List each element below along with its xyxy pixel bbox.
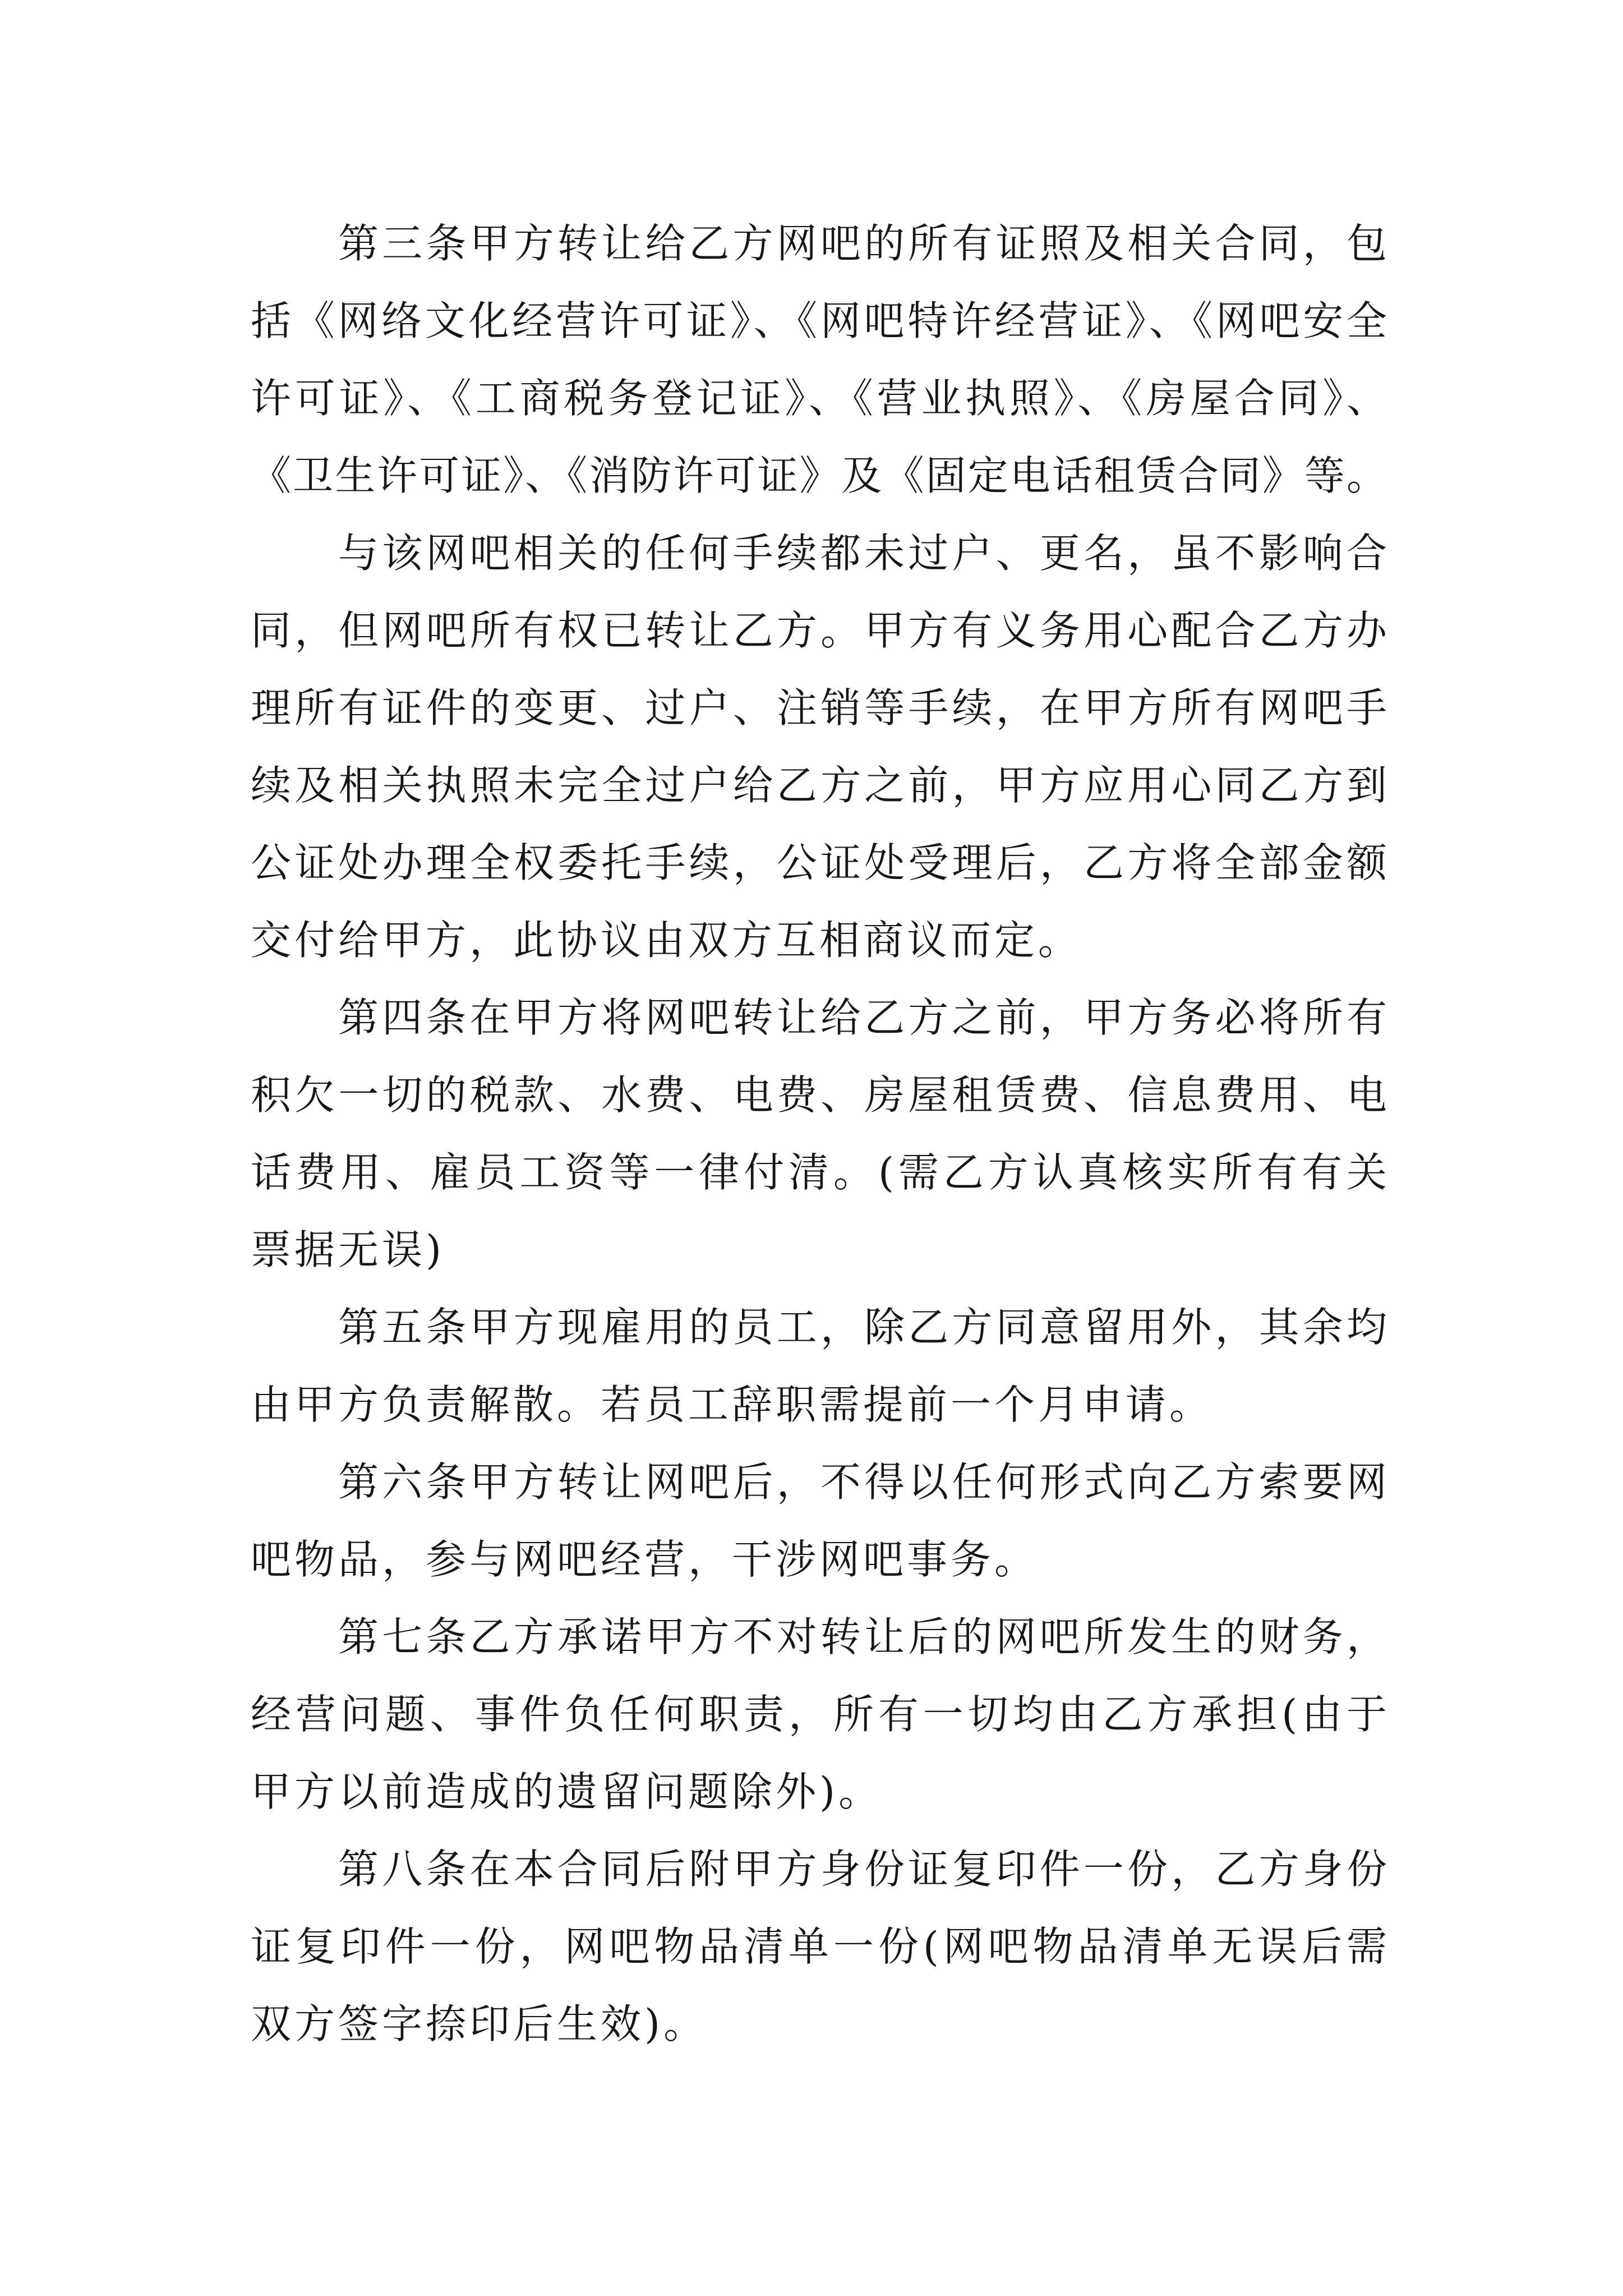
text-line-content: 第七条乙方承诺甲方不对转让后的网吧所发生的财务， bbox=[338, 1613, 1391, 1660]
text-line-content: 续及相关执照未完全过户给乙方之前，甲方应用心同乙方到 bbox=[251, 762, 1391, 809]
text-line bbox=[251, 592, 1391, 669]
text-line bbox=[251, 1056, 1391, 1134]
text-line bbox=[251, 669, 1391, 747]
text-line-content: 括《网络文化经营许可证》、《网吧特许经营证》、《网吧安全 bbox=[251, 297, 1390, 344]
text-line bbox=[251, 1134, 1391, 1211]
text-line-content: 第四条在甲方将网吧转让给乙方之前，甲方务必将所有 bbox=[338, 994, 1391, 1041]
clause-8-paragraph bbox=[251, 1830, 1391, 2063]
text-line-content: 同，但网吧所有权已转让乙方。甲方有义务用心配合乙方办 bbox=[251, 607, 1391, 654]
text-line bbox=[251, 1676, 1391, 1753]
text-line bbox=[251, 1830, 1391, 1908]
text-line bbox=[251, 282, 1390, 360]
clause-3-continuation-paragraph bbox=[251, 514, 1391, 979]
text-line bbox=[251, 360, 1391, 437]
text-line bbox=[251, 514, 1391, 592]
text-line bbox=[251, 1598, 1391, 1676]
text-line bbox=[251, 979, 1391, 1056]
text-line-content: 第八条在本合同后附甲方身份证复印件一份，乙方身份 bbox=[338, 1846, 1391, 1893]
text-line-content: 话费用、雇员工资等一律付清。(需乙方认真核实所有有关 bbox=[251, 1149, 1391, 1196]
text-line-content: 《卫生许可证》、《消防许可证》及《固定电话租赁合同》等。 bbox=[251, 452, 1389, 499]
clause-7-paragraph bbox=[251, 1598, 1391, 1830]
text-line-content: 第六条甲方转让网吧后，不得以任何形式向乙方索要网 bbox=[338, 1458, 1391, 1506]
text-line bbox=[251, 1289, 1391, 1366]
text-line bbox=[251, 901, 1387, 979]
text-line-content: 双方签字捺印后生效)。 bbox=[251, 2000, 708, 2047]
clause-4-paragraph bbox=[251, 979, 1391, 1289]
text-line-content: 经营问题、事件负任何职责，所有一切均由乙方承担(由于 bbox=[251, 1691, 1391, 1738]
clause-5-paragraph bbox=[251, 1289, 1391, 1443]
text-line bbox=[251, 437, 1387, 514]
text-line-content: 公证处办理全权委托手续，公证处受理后，乙方将全部金额 bbox=[251, 839, 1391, 886]
clause-6-paragraph bbox=[251, 1443, 1391, 1598]
text-line-content: 吧物品，参与网吧经营，干涉网吧事务。 bbox=[251, 1536, 1039, 1583]
text-line bbox=[251, 747, 1391, 824]
text-line bbox=[251, 1908, 1391, 1985]
text-line-content: 票据无误) bbox=[251, 1226, 445, 1273]
text-line-content: 第三条甲方转让给乙方网吧的所有证照及相关合同，包 bbox=[338, 220, 1391, 267]
text-line-content: 交付给甲方，此协议由双方互相商议而定。 bbox=[251, 917, 1082, 964]
text-line-content: 许可证》、《工商税务登记证》、《营业执照》、《房屋合同》、 bbox=[251, 375, 1391, 422]
text-line-content: 由甲方负责解散。若员工辞职需提前一个月申请。 bbox=[251, 1381, 1214, 1428]
text-line-content: 与该网吧相关的任何手续都未过户、更名，虽不影响合 bbox=[338, 530, 1391, 577]
text-line bbox=[251, 1521, 1387, 1598]
text-line-content: 理所有证件的变更、过户、注销等手续，在甲方所有网吧手 bbox=[251, 684, 1391, 731]
text-line bbox=[251, 205, 1391, 282]
text-line bbox=[251, 1211, 1387, 1289]
text-line-content: 积欠一切的税款、水费、电费、房屋租赁费、信息费用、电 bbox=[251, 1071, 1391, 1119]
text-line bbox=[251, 1985, 1387, 2063]
text-line bbox=[251, 1443, 1391, 1521]
clause-3-paragraph bbox=[251, 205, 1391, 514]
text-line-content: 证复印件一份，网吧物品清单一份(网吧物品清单无误后需 bbox=[251, 1923, 1391, 1970]
text-line bbox=[251, 1366, 1387, 1443]
text-line-content: 第五条甲方现雇用的员工，除乙方同意留用外，其余均 bbox=[338, 1304, 1391, 1351]
document-body bbox=[251, 205, 1391, 2063]
text-line-content: 甲方以前造成的遗留问题除外)。 bbox=[251, 1768, 883, 1815]
text-line bbox=[251, 824, 1391, 901]
text-line bbox=[251, 1753, 1387, 1830]
